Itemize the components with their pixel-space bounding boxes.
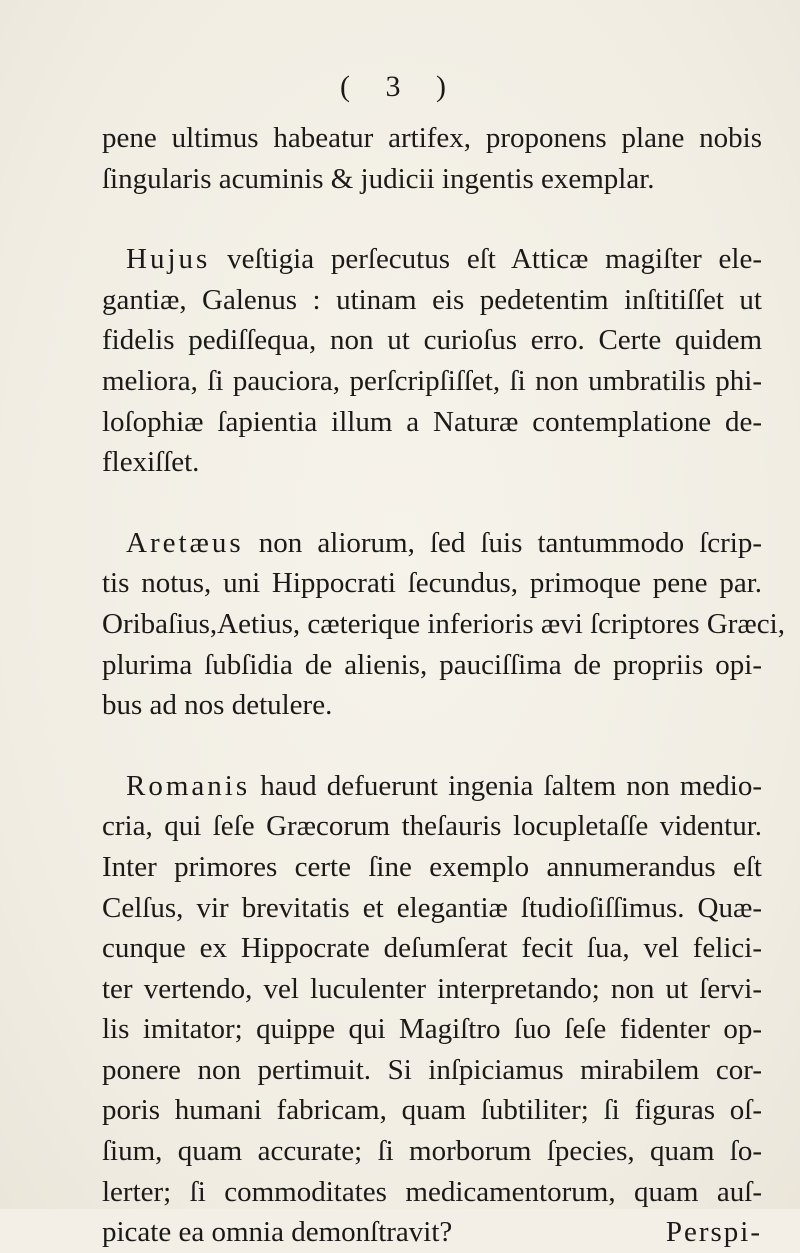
text-line: pene ultimus habeatur artifex, proponens plane nobis xyxy=(102,122,762,154)
text-line: haud defuerunt ingenia ſaltem non medio- xyxy=(250,769,762,802)
paragraph-3 xyxy=(102,523,785,726)
text-line: cria, qui ſeſe Græcorum theſauris locupletaſſe videntur. xyxy=(102,810,762,843)
page-number: ( 3 ) xyxy=(340,70,460,103)
text-line-lead xyxy=(102,523,762,564)
text-line: veſtigia perſecutus eſt Atticæ magiſter ele- xyxy=(210,243,762,276)
text-line: fidelis pediſſequa, non ut curioſus erro. Certe quidem xyxy=(102,324,762,357)
text-line: meliora, ſi pauciora, perſcripſiſſet, ſi non umbratilis phi- xyxy=(102,364,762,397)
text-line: Inter primores certe ſine exemplo annumerandus eſt xyxy=(102,850,762,883)
lead-word: Romanis xyxy=(126,769,251,802)
text-line: ſium, quam accurate; ſi morborum ſpecies, quam ſo- xyxy=(102,1135,762,1168)
text-line: gantiæ, Galenus : utinam eis pedetentim inſtitiſſet ut xyxy=(102,283,762,316)
text-line: picate ea omnia demonſtravit? xyxy=(102,1216,453,1249)
text-line: bus ad nos detulere. xyxy=(102,689,333,722)
text-line: cunque ex Hippocrate deſumſerat fecit ſua, vel felici- xyxy=(102,932,762,965)
text-line: non aliorum, ſed ſuis tantummodo ſcrip- xyxy=(243,526,762,559)
text-line-final xyxy=(102,1212,762,1253)
text-line-lead xyxy=(102,766,762,807)
text-line: tis notus, uni Hippocrati ſecundus, primoque pene par. xyxy=(102,567,762,600)
text-line: ſingularis acuminis & judicii ingentis exemplar. xyxy=(102,162,655,195)
text-line: flexiſſet. xyxy=(102,446,200,479)
paragraph-2 xyxy=(102,239,762,483)
text-line: lerter; ſi commoditates medicamentorum, quam auſ- xyxy=(102,1175,762,1208)
text-line: poris humani fabricam, quam ſubtiliter; ſi figuras oſ- xyxy=(102,1094,762,1127)
text-line: ponere non pertimuit. Si inſpiciamus mirabilem cor- xyxy=(102,1053,762,1086)
paragraph-1 xyxy=(102,118,762,199)
lead-word: Aretæus xyxy=(126,526,244,559)
lead-word: Hujus xyxy=(126,243,211,276)
text-line: Celſus, vir brevitatis et elegantiæ ſtudioſiſſimus. Quæ- xyxy=(102,891,762,924)
text-line: loſophiæ ſapientia illum a Naturæ contemplatione de- xyxy=(102,405,762,438)
text-line: plurima ſubſidia de alienis, pauciſſima de propriis opi- xyxy=(102,648,762,681)
text-line: Oribaſius,Aetius, cæterique inferioris ævi ſcriptores Græci, xyxy=(102,607,785,640)
text-line-lead xyxy=(102,239,762,280)
paragraph-4 xyxy=(102,766,762,1253)
text-line: ter vertendo, vel luculenter interpretando; non ut ſervi- xyxy=(102,972,762,1005)
catchword: Perspi- xyxy=(665,1216,762,1249)
page-body xyxy=(102,118,785,1253)
text-line: lis imitator; quippe qui Magiſtro ſuo ſeſe fidenter op- xyxy=(102,1013,762,1046)
